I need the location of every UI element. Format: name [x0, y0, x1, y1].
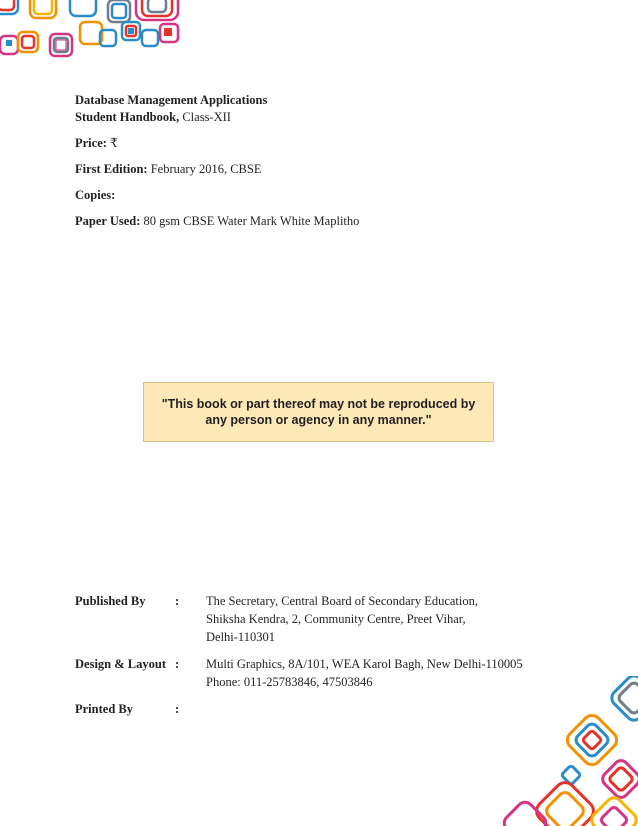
publisher-credits — [75, 592, 546, 727]
copyright-notice — [143, 382, 494, 442]
handbook-line: Student Handbook, Class-XII — [75, 110, 231, 124]
notice-line-2: any person or agency in any manner." — [205, 413, 432, 427]
book-title: Database Management Applications — [75, 93, 268, 107]
edition-line: First Edition: February 2016, CBSE — [75, 162, 262, 176]
printed-by-value — [206, 700, 546, 718]
printed-by-row — [75, 700, 546, 718]
price-line: Price: ₹ — [75, 136, 118, 150]
paper-line: Paper Used: 80 gsm CBSE Water Mark White Maplitho — [75, 214, 360, 228]
separator-colon: : — [175, 702, 180, 716]
published-by-row — [75, 592, 546, 646]
published-by-value: The Secretary, Central Board of Secondary Education, Shiksha Kendra, 2, Community Centre, Preet Vihar, Delhi-110301 — [206, 594, 479, 644]
copies-line: Copies: — [75, 188, 116, 202]
printed-by-label: Printed By — [75, 702, 133, 716]
notice-line-1: "This book or part thereof may not be reproduced by — [161, 397, 476, 411]
separator-colon: : — [175, 594, 180, 608]
design-layout-row — [75, 655, 546, 691]
separator-colon: : — [175, 657, 180, 671]
book-details — [75, 92, 359, 230]
published-by-label: Published By — [75, 594, 146, 608]
decorative-squares-top — [0, 0, 190, 64]
design-layout-value: Multi Graphics, 8A/101, WEA Karol Bagh, New Delhi-110005 Phone: 011-25783846, 47503846 — [206, 657, 523, 689]
design-layout-label: Design & Layout — [75, 657, 166, 671]
